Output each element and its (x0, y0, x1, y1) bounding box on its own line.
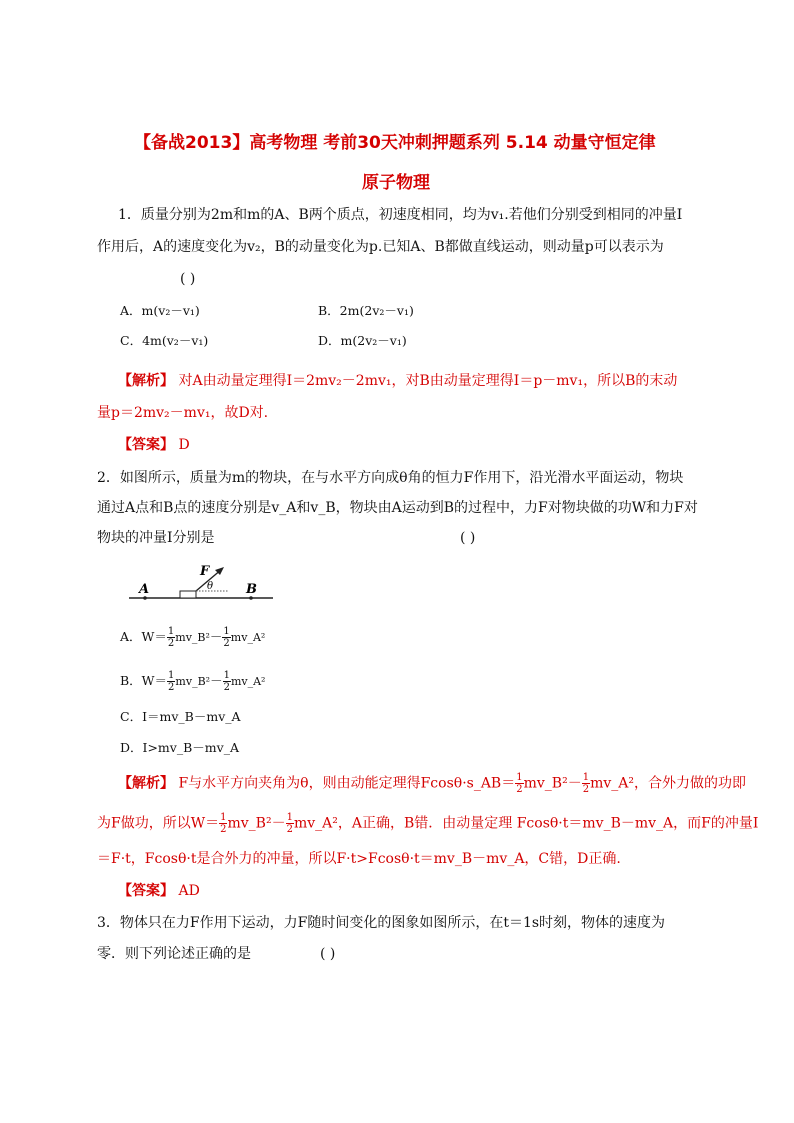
fraction-half (582, 772, 590, 795)
fraction-num: 1 (516, 772, 523, 783)
q2-option-a-minus: － (209, 629, 223, 644)
q3-answer-bracket: ( ) (320, 946, 336, 962)
q2-stem-line1: 2．如图所示，质量为m的物块，在与水平方向成θ角的恒力F作用下，沿光滑水平面运动，物块 (97, 470, 684, 486)
q2-analysis-tag: 【解析】 (118, 775, 174, 792)
q2-force-diagram (125, 560, 280, 610)
fraction-den: 2 (223, 638, 230, 649)
q2-option-a-term2: mv_A² (230, 631, 266, 644)
q1-option-d: D．m(2v₂－v₁) (318, 333, 407, 348)
fraction-num: 1 (286, 812, 293, 823)
label-theta: θ (207, 581, 214, 592)
q3-stem-line2: 零．则下列论述正确的是 (97, 946, 251, 962)
q2-answer-value: AD (178, 883, 200, 899)
fraction-den: 2 (516, 784, 523, 795)
q2-stem-line3: 物块的冲量I分别是 (97, 530, 215, 546)
q1-option-b: B．2m(2v₂－v₁) (318, 303, 414, 318)
q2-analysis-text1a: F与水平方向夹角为θ，则由动能定理得Fcosθ·s_AB＝ (178, 775, 516, 792)
document-subtitle: 原子物理 (362, 173, 430, 193)
q2-answer-bracket: ( ) (460, 530, 476, 546)
q1-answer-bracket: ( ) (180, 271, 196, 287)
q1-stem-line1: 1．质量分别为2m和m的A、B两个质点，初速度相同，均为v₁.若他们分别受到相同的冲量I (118, 207, 683, 223)
fraction-den: 2 (223, 682, 230, 693)
q2-analysis-text2a: 为F做功，所以W＝ (97, 815, 220, 832)
fraction-den: 2 (168, 682, 175, 693)
fraction-half (515, 772, 523, 795)
fraction-half (167, 670, 175, 693)
q2-option-b-minus: － (210, 673, 223, 688)
q2-option-b (120, 670, 265, 693)
q2-analysis-text2c: mv_A²，A正确，B错．由动量定理 Fcosθ·t＝mv_B－mv_A，而F的冲量I (293, 815, 759, 832)
q2-answer-line (118, 882, 200, 900)
q1-analysis-tag: 【解析】 (118, 373, 174, 389)
q1-option-a: A．m(v₂－v₁) (120, 303, 200, 318)
q2-analysis-line1 (118, 772, 746, 795)
q1-answer-value: D (178, 437, 190, 453)
fraction-den: 2 (286, 824, 293, 835)
q1-analysis-text1: 对A由动量定理得I＝2mv₂－2mv₁，对B由动量定理得I＝p－mv₁，所以B的末动 (178, 373, 678, 389)
q2-option-a (120, 626, 265, 649)
fraction-den: 2 (167, 638, 175, 649)
q2-analysis-line3: ＝F·t，Fcosθ·t是合外力的冲量，所以F·t>Fcosθ·t＝mv_B－mv_A，C错，D正确. (97, 851, 621, 867)
q1-answer-line (118, 436, 190, 454)
label-f: F (200, 564, 210, 579)
fraction-half (222, 626, 230, 649)
q1-answer-tag: 【答案】 (118, 437, 174, 453)
label-a: A (139, 582, 150, 597)
document-title: 【备战2013】高考物理 考前30天冲刺押题系列 5.14 动量守恒定律 (134, 133, 656, 153)
fraction-num: 1 (220, 812, 227, 823)
q2-option-a-term1: mv_B² (175, 631, 210, 644)
fraction-den: 2 (220, 824, 227, 835)
q2-analysis-text1b: mv_B²－ (523, 775, 582, 792)
fraction-num: 1 (223, 626, 230, 637)
q1-option-c: C．4m(v₂－v₁) (120, 333, 209, 348)
q2-analysis-text1c: mv_A²，合外力做的功即 (590, 775, 746, 792)
fraction-num: 1 (167, 626, 175, 637)
q2-answer-tag: 【答案】 (118, 883, 174, 899)
block-shape (180, 591, 196, 598)
q2-option-d: D．I>mv_B－mv_A (120, 740, 239, 755)
q2-option-c: C．I＝mv_B－mv_A (120, 709, 241, 724)
fraction-half (167, 626, 175, 649)
fraction-num: 1 (582, 772, 590, 783)
q1-stem-line2: 作用后，A的速度变化为v₂，B的动量变化为p.已知A、B都做直线运动，则动量p可以表示为 (97, 239, 664, 255)
fraction-half (223, 670, 231, 693)
q2-option-b-term2: mv_A² (230, 675, 266, 688)
q1-analysis-line2: 量p＝2mv₂－mv₁，故D对. (97, 405, 269, 421)
q2-analysis-text2b: mv_B²－ (227, 815, 286, 832)
q1-analysis-line1 (118, 372, 677, 390)
q2-option-a-prefix: A．W＝ (120, 629, 167, 644)
fraction-num: 1 (223, 670, 230, 681)
q2-analysis-line2 (97, 812, 758, 835)
q2-option-b-term1: mv_B² (175, 675, 211, 688)
q3-stem-line1: 3．物体只在力F作用下运动，力F随时间变化的图象如图所示，在t＝1s时刻，物体的速度为 (97, 915, 666, 931)
label-b: B (246, 582, 257, 597)
fraction-num: 1 (168, 670, 175, 681)
q2-stem-line2: 通过A点和B点的速度分别是v_A和v_B，物块由A运动到B的过程中，力F对物块做的功W和力F对 (97, 500, 698, 516)
fraction-den: 2 (582, 784, 590, 795)
q2-option-b-prefix: B．W＝ (120, 673, 168, 688)
fraction-half (286, 812, 294, 835)
